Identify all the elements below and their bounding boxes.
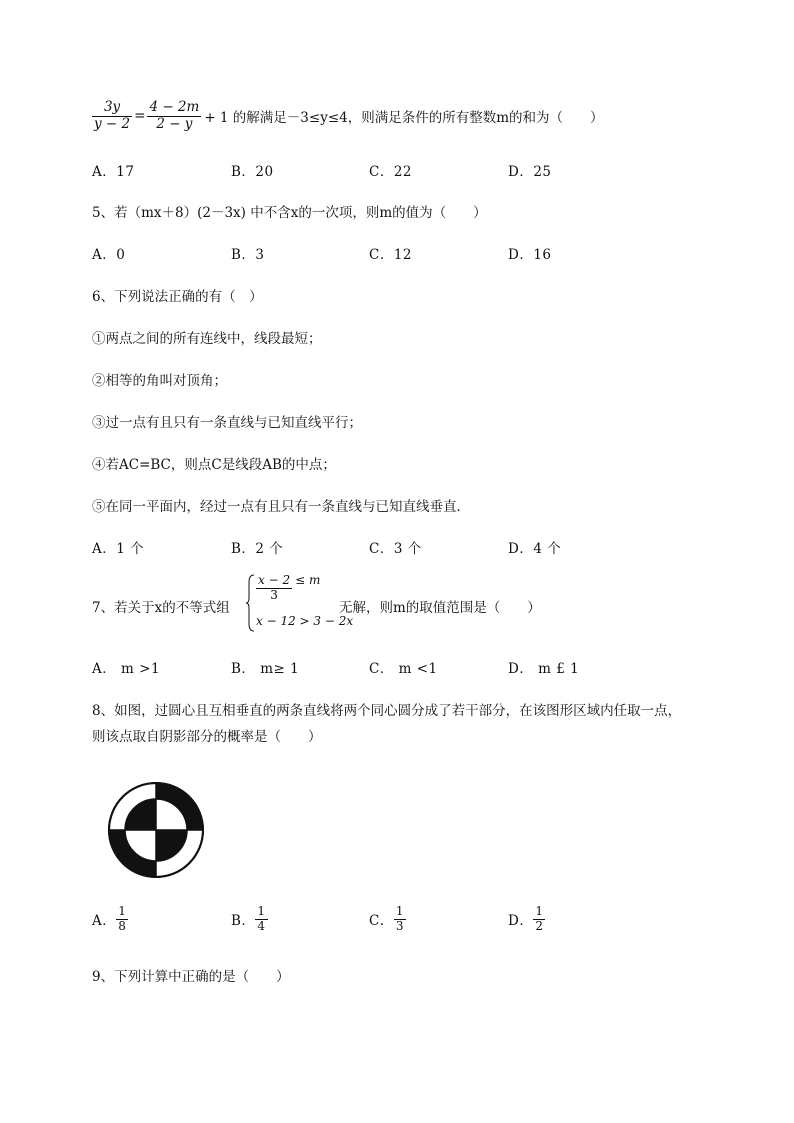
q8-option-a[interactable] <box>92 905 128 934</box>
q7-tail: 无解，则m的取值范围是（ ） <box>339 600 541 616</box>
q7-option-a[interactable]: A． m >1 <box>92 661 161 677</box>
q7-option-b[interactable]: B． m≥ 1 <box>231 661 300 677</box>
q7-lead: 7、若关于x的不等式组 <box>92 600 230 616</box>
q4-fraction-left <box>92 100 132 132</box>
q6-statement-2: ②相等的角叫对顶角； <box>92 373 227 389</box>
q4-option-d[interactable]: D．25 <box>508 164 552 180</box>
q8-option-a-num: 1 <box>118 904 127 918</box>
q4-option-c[interactable]: C．22 <box>369 164 413 180</box>
q4-equals: = <box>134 108 146 124</box>
q7-row1-fraction <box>256 574 292 603</box>
q8-option-d-den: 2 <box>535 918 544 933</box>
q6-option-a[interactable]: A．1 个 <box>92 541 145 557</box>
q4-fraction-right <box>147 100 201 132</box>
q6-statement-3: ③过一点有且只有一条直线与已知直线平行； <box>92 415 362 431</box>
q8-option-b[interactable] <box>231 905 268 934</box>
q4-frac-right-den: 2 − y <box>156 115 193 132</box>
q8-option-a-label: A． <box>92 913 117 930</box>
q8-option-d[interactable] <box>508 905 545 934</box>
q8-stem-line2: 则该点取自阴影部分的概率是（ ） <box>92 729 322 745</box>
q5-stem: 5、若（mx＋8）(2－3x) 中不含x的一次项，则m的值为（ ） <box>92 205 487 221</box>
q8-option-d-fraction <box>533 905 545 934</box>
q4-option-b[interactable]: B．20 <box>231 164 274 180</box>
q5-option-a[interactable]: A．0 <box>92 247 126 263</box>
q6-option-c[interactable]: C．3 个 <box>369 541 422 557</box>
q4-frac-left-num: 3y <box>92 100 132 117</box>
q5-option-b[interactable]: B．3 <box>231 247 265 263</box>
q6-stem: 6、下列说法正确的有（ ） <box>92 289 263 305</box>
q7-row2: x − 12 > 3 − 2x <box>256 614 354 628</box>
q6-option-d[interactable]: D．4 个 <box>508 541 562 557</box>
q8-option-d-num: 1 <box>535 904 544 918</box>
q6-option-b[interactable]: B．2 个 <box>231 541 284 557</box>
q8-option-b-label: B． <box>231 913 256 930</box>
q7-brace <box>246 574 256 632</box>
q8-concentric-circles-figure <box>102 775 212 885</box>
q6-statement-1: ①两点之间的所有连线中，线段最短； <box>92 331 322 347</box>
q8-option-a-den: 8 <box>118 918 127 933</box>
q6-statement-5: ⑤在同一平面内，经过一点有且只有一条直线与已知直线垂直． <box>92 499 470 515</box>
q7-row1-rel: ≤ m <box>295 573 321 588</box>
q8-option-d-label: D． <box>508 913 534 930</box>
q4-stem <box>92 98 604 134</box>
q4-option-a[interactable]: A．17 <box>92 164 135 180</box>
q4-tail: + 1 的解满足－3≤y≤4，则满足条件的所有整数m的和为（ ） <box>204 110 604 126</box>
q5-option-d[interactable]: D．16 <box>508 247 552 263</box>
q8-option-a-fraction <box>116 905 128 934</box>
q8-option-b-den: 4 <box>257 918 266 933</box>
q7-row1 <box>256 574 320 603</box>
q9-stem: 9、下列计算中正确的是（ ） <box>92 969 290 985</box>
q8-option-c-num: 1 <box>395 904 404 918</box>
q7-option-c[interactable]: C． m <1 <box>369 661 438 677</box>
q5-option-c[interactable]: C．12 <box>369 247 413 263</box>
q8-option-b-num: 1 <box>257 904 266 918</box>
q8-option-c-label: C． <box>369 913 394 930</box>
q8-option-c[interactable] <box>369 905 406 934</box>
q8-option-b-fraction <box>255 905 267 934</box>
q7-row1-den: 3 <box>270 587 278 602</box>
q8-option-c-fraction <box>394 905 406 934</box>
q6-statement-4: ④若AC=BC，则点C是线段AB的中点； <box>92 457 336 473</box>
q4-frac-left-den: y − 2 <box>94 115 131 132</box>
q4-frac-right-num: 4 − 2m <box>149 98 200 115</box>
q8-option-c-den: 3 <box>395 918 404 933</box>
q7-option-d[interactable]: D． m £ 1 <box>508 661 580 677</box>
q7-row1-num: x − 2 <box>258 573 291 587</box>
q8-stem-line1: 8、如图，过圆心且互相垂直的两条直线将两个同心圆分成了若干部分，在该图形区域内任取一点， <box>92 703 682 719</box>
